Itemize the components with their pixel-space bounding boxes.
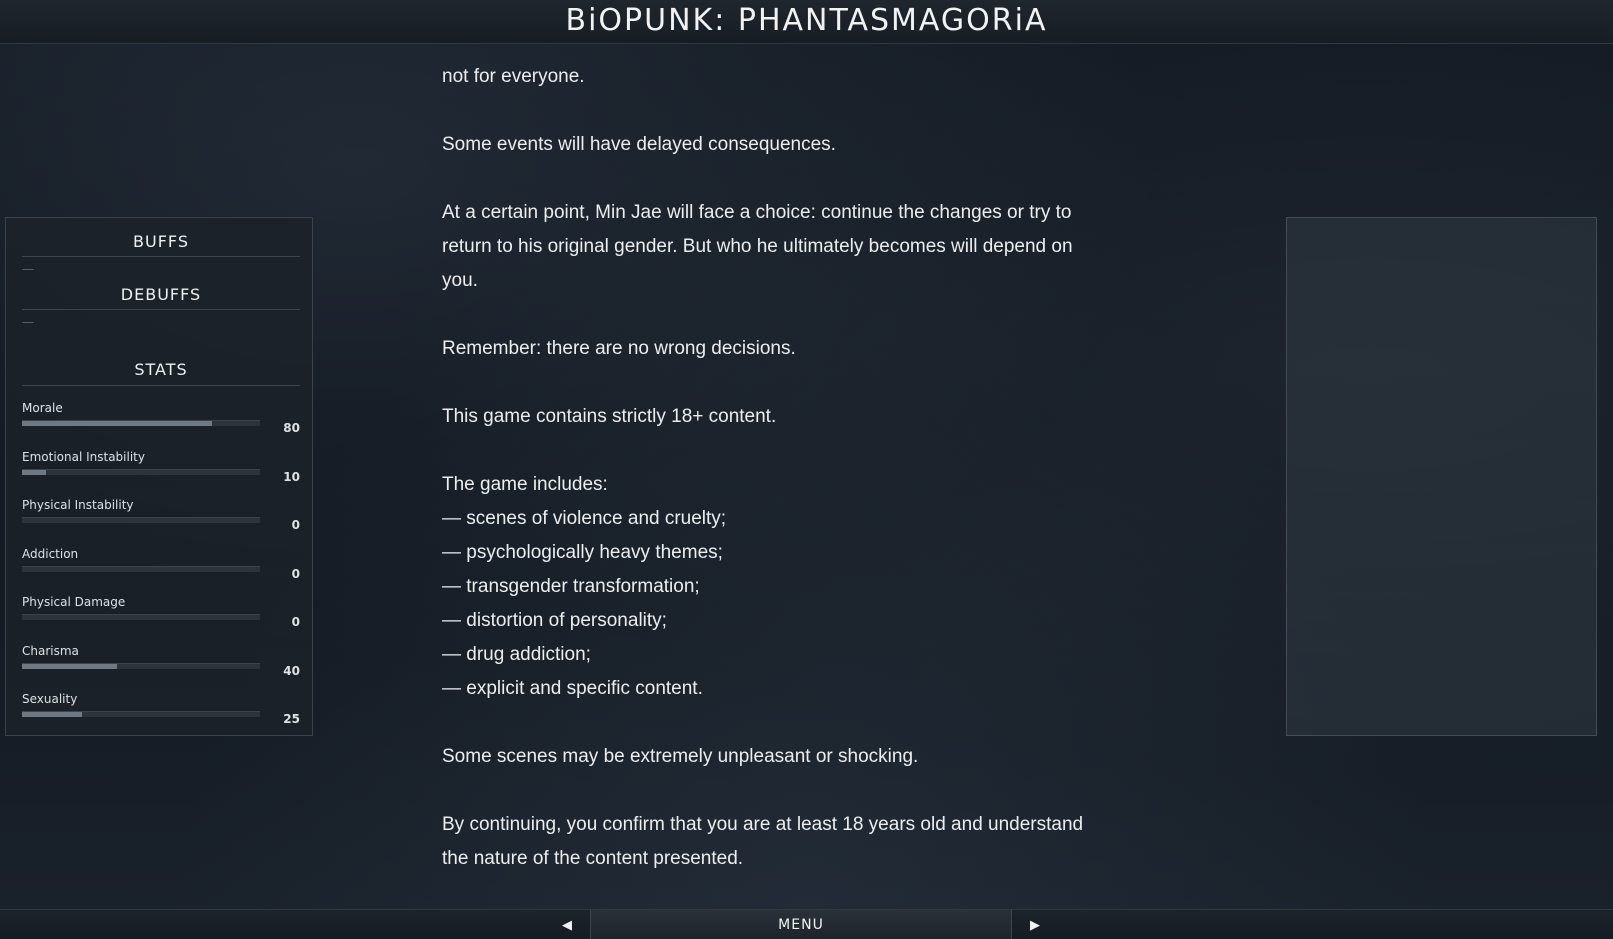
forward-button[interactable] xyxy=(1015,910,1055,939)
status-sidebar xyxy=(5,217,313,736)
stat-bar-fill xyxy=(22,712,82,717)
story-line: At a certain point, Min Jae will face a choice: continue the changes or try to xyxy=(442,202,1072,223)
stat-bar xyxy=(22,469,260,475)
stat-value: 0 xyxy=(291,566,300,581)
stat-value: 40 xyxy=(283,663,300,678)
list-item: — psychologically heavy themes; xyxy=(442,542,723,563)
story-line: By continuing, you confirm that you are at least 18 years old and understand xyxy=(442,814,1084,835)
stat-value: 25 xyxy=(283,712,300,726)
stat-value: 0 xyxy=(291,518,300,532)
list-item: — distortion of personality; xyxy=(442,610,667,631)
story-paragraph: Remember: there are no wrong decisions. xyxy=(442,338,796,359)
game-title: BiOPUNK: PHANTASMAGORiA xyxy=(565,3,1048,38)
debuffs-divider xyxy=(22,309,300,310)
list-item: — transgender transformation; xyxy=(442,576,700,597)
stat-label: Charisma xyxy=(22,643,79,658)
buffs-divider xyxy=(22,256,300,257)
debuffs-heading: DEBUFFS xyxy=(120,285,202,304)
list-item: — scenes of violence and cruelty; xyxy=(442,508,727,529)
character-portrait-panel xyxy=(1286,217,1597,736)
story-paragraph xyxy=(442,808,1162,876)
content-warning-list xyxy=(442,468,1162,706)
stat-bar xyxy=(22,711,260,717)
list-intro: The game includes: xyxy=(442,474,608,495)
title-bar xyxy=(0,0,1613,44)
story-paragraph xyxy=(442,196,1162,298)
stat-bar xyxy=(22,614,260,620)
list-item: — drug addiction; xyxy=(442,644,591,665)
stat-bar-fill xyxy=(22,470,46,475)
story-paragraph: Some events will have delayed consequences. xyxy=(442,134,836,155)
stat-bar-fill xyxy=(22,664,117,669)
stat-bar xyxy=(22,663,260,669)
debuffs-empty: — xyxy=(22,315,34,329)
story-paragraph: Some scenes may be extremely unpleasant or shocking. xyxy=(442,746,919,767)
stat-bar xyxy=(22,566,260,572)
stat-bar xyxy=(22,517,260,523)
stat-label: Emotional Instability xyxy=(22,449,145,464)
stat-value: 10 xyxy=(283,469,300,484)
story-line: return to his original gender. But who he ultimately becomes will depend on xyxy=(442,236,1073,257)
stat-label: Morale xyxy=(22,401,63,415)
buffs-heading: BUFFS xyxy=(133,232,189,251)
bottom-navigation xyxy=(0,909,1613,939)
stat-bar-fill xyxy=(22,421,212,426)
story-text xyxy=(442,60,1162,910)
stat-label: Physical Damage xyxy=(22,595,126,609)
story-line: you. xyxy=(442,270,478,291)
buffs-empty: — xyxy=(22,262,34,276)
stats-heading: STATS xyxy=(134,360,188,379)
stat-label: Sexuality xyxy=(22,692,78,706)
stat-label: Addiction xyxy=(22,546,79,561)
story-paragraph: This game contains strictly 18+ content. xyxy=(442,406,777,427)
triangle-right-icon: ▶ xyxy=(1030,917,1040,933)
story-line: the nature of the content presented. xyxy=(442,848,744,869)
stat-value: 0 xyxy=(291,615,300,629)
menu-button[interactable]: MENU xyxy=(590,910,1012,939)
stat-value: 80 xyxy=(283,421,300,435)
stat-bar xyxy=(22,420,260,426)
triangle-left-icon: ◀ xyxy=(562,917,572,933)
story-paragraph: not for everyone. xyxy=(442,66,585,87)
stats-divider xyxy=(22,385,300,386)
stat-label: Physical Instability xyxy=(22,498,134,512)
back-button[interactable] xyxy=(547,910,587,939)
list-item: — explicit and specific content. xyxy=(442,678,703,699)
